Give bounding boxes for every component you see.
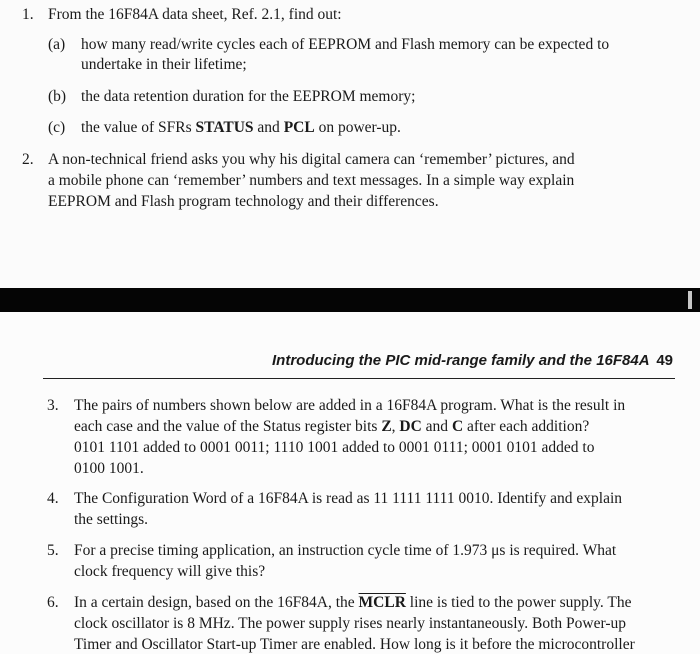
question-4-number: 4.	[47, 490, 59, 507]
part-b-label: (b)	[48, 88, 67, 105]
question-1-text: From the 16F84A data sheet, Ref. 2.1, find out:	[48, 6, 342, 23]
header-rule	[43, 378, 675, 379]
question-1-number: 1.	[22, 6, 34, 23]
part-a-line-1: how many read/write cycles each of EEPROM and Flash memory can be expected to	[81, 36, 610, 53]
question-6-line-2: clock oscillator is 8 MHz. The power supply rises nearly instantaneously. Both Power-up	[74, 615, 626, 632]
top-page	[0, 0, 700, 288]
scroll-marker	[688, 291, 692, 309]
header-title: Introducing the PIC mid-range family and the 16F84A	[272, 352, 650, 369]
sfr-status: STATUS	[195, 119, 254, 136]
question-3-line-4: 0100 1001.	[74, 460, 144, 477]
bit-dc: DC	[399, 418, 422, 435]
question-6-line-3: Timer and Oscillator Start-up Timer are enabled. How long is it before the microcontroller	[74, 636, 635, 653]
question-4-line-2: the settings.	[74, 511, 149, 528]
question-3-number: 3.	[47, 397, 59, 414]
question-2-number: 2.	[22, 151, 34, 168]
bit-c: C	[451, 418, 464, 435]
question-5-line-2: clock frequency will give this?	[74, 563, 266, 580]
part-b-text: the data retention duration for the EEPROM memory;	[81, 88, 416, 105]
part-a-label: (a)	[48, 36, 66, 53]
mclr-signal: MCLR	[358, 594, 406, 611]
bottom-page	[0, 312, 700, 654]
page-number: 49	[656, 352, 673, 369]
part-c-label: (c)	[48, 119, 66, 136]
question-3-line-2: each case and the value of the Status register bits Z, DC and C after each addition?	[74, 418, 590, 435]
part-c-text: the value of SFRs STATUS and PCL on power-up.	[81, 119, 401, 136]
bit-z: Z	[381, 418, 392, 435]
question-2-line-1: A non-technical friend asks you why his digital camera can ‘remember’ pictures, and	[48, 151, 575, 168]
question-3-line-1: The pairs of numbers shown below are added in a 16F84A program. What is the result in	[74, 397, 626, 414]
question-5-line-1: For a precise timing application, an instruction cycle time of 1.973 μs is required. What	[74, 542, 617, 559]
question-6-line-1: In a certain design, based on the 16F84A, the MCLR line is tied to the power supply. The	[74, 594, 632, 611]
part-a-line-2: undertake in their lifetime;	[81, 56, 247, 73]
question-2-line-3: EEPROM and Flash program technology and their differences.	[48, 193, 439, 210]
question-4-line-1: The Configuration Word of a 16F84A is read as 11 1111 1111 0010. Identify and explain	[74, 490, 623, 507]
running-header	[272, 352, 673, 374]
question-6-number: 6.	[47, 594, 59, 611]
page-gap-bar	[0, 288, 700, 312]
question-3-line-3: 0101 1101 added to 0001 0011; 1110 1001 added to 0001 0111; 0001 0101 added to	[74, 439, 595, 456]
question-5-number: 5.	[47, 542, 59, 559]
sfr-pcl: PCL	[283, 119, 315, 136]
question-2-line-2: a mobile phone can ‘remember’ numbers and text messages. In a simple way explain	[48, 172, 575, 189]
